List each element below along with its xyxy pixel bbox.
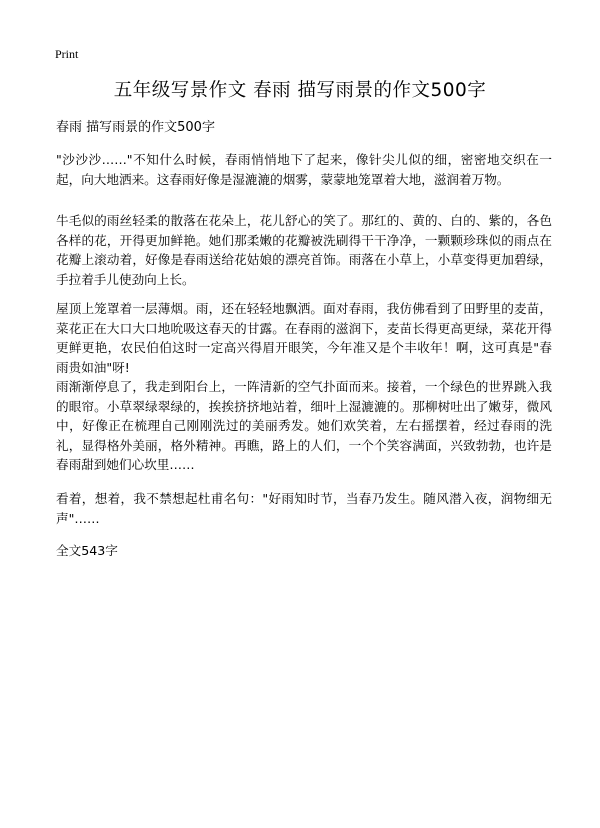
paragraph-4: 雨渐渐停息了，我走到阳台上，一阵清新的空气扑面而来。接着，一个绿色的世界跳入我的眼帘。小草翠绿翠绿的，挨挨挤挤地站着，细叶上湿漉漉的。那柳树吐出了嫩芽，微风中，好像正在梳理自己刚刚洗过的美丽秀发。她们欢笑着，左右摇摆着，经过春雨的洗礼，显得格外美丽，格外精神。再瞧，路上的人们，一个个笑容满面，兴致勃勃，也许是春雨甜到她们心坎里……	[56, 379, 552, 472]
paragraph-2: 牛毛似的雨丝轻柔的散落在花朵上，花儿舒心的笑了。那红的、黄的、白的、紫的，各色各样的花，开得更加鲜艳。她们那柔嫩的花瓣被洗刷得干干净净，一颗颗珍珠似的雨点在花瓣上滚动着，好像是春雨送给花姑娘的漂亮首饰。雨落在小草上，小草变得更加碧绿，手拉着手儿使劲向上长。	[56, 213, 552, 287]
paragraph-3: 屋顶上笼罩着一层薄烟。雨，还在轻轻地飘洒。面对春雨，我仿佛看到了田野里的麦苗，菜花正在大口大口地吮吸这春天的甘露。在春雨的滋润下，麦苗长得更高更绿，菜花开得更鲜更艳，农民伯伯这时一定高兴得眉开眼笑，今年准又是个丰收年！啊，这可真是"春雨贵如油"呀!	[56, 301, 552, 375]
paragraph-5: 看着，想着，我不禁想起杜甫名句："好雨知时节，当春乃发生。随风潜入夜，润物细无声"……	[56, 491, 552, 526]
word-count: 全文543字	[56, 543, 118, 558]
document-title: 五年级写景作文 春雨 描写雨景的作文500字	[113, 80, 487, 101]
document-subtitle: 春雨 描写雨景的作文500字	[56, 120, 215, 135]
print-link[interactable]: Print	[55, 47, 79, 61]
paragraph-1: "沙沙沙……"不知什么时候，春雨悄悄地下了起来，像针尖儿似的细，密密地交织在一起，向大地洒来。这春雨好像是湿漉漉的烟雾，蒙蒙地笼罩着大地，滋润着万物。	[56, 152, 552, 187]
